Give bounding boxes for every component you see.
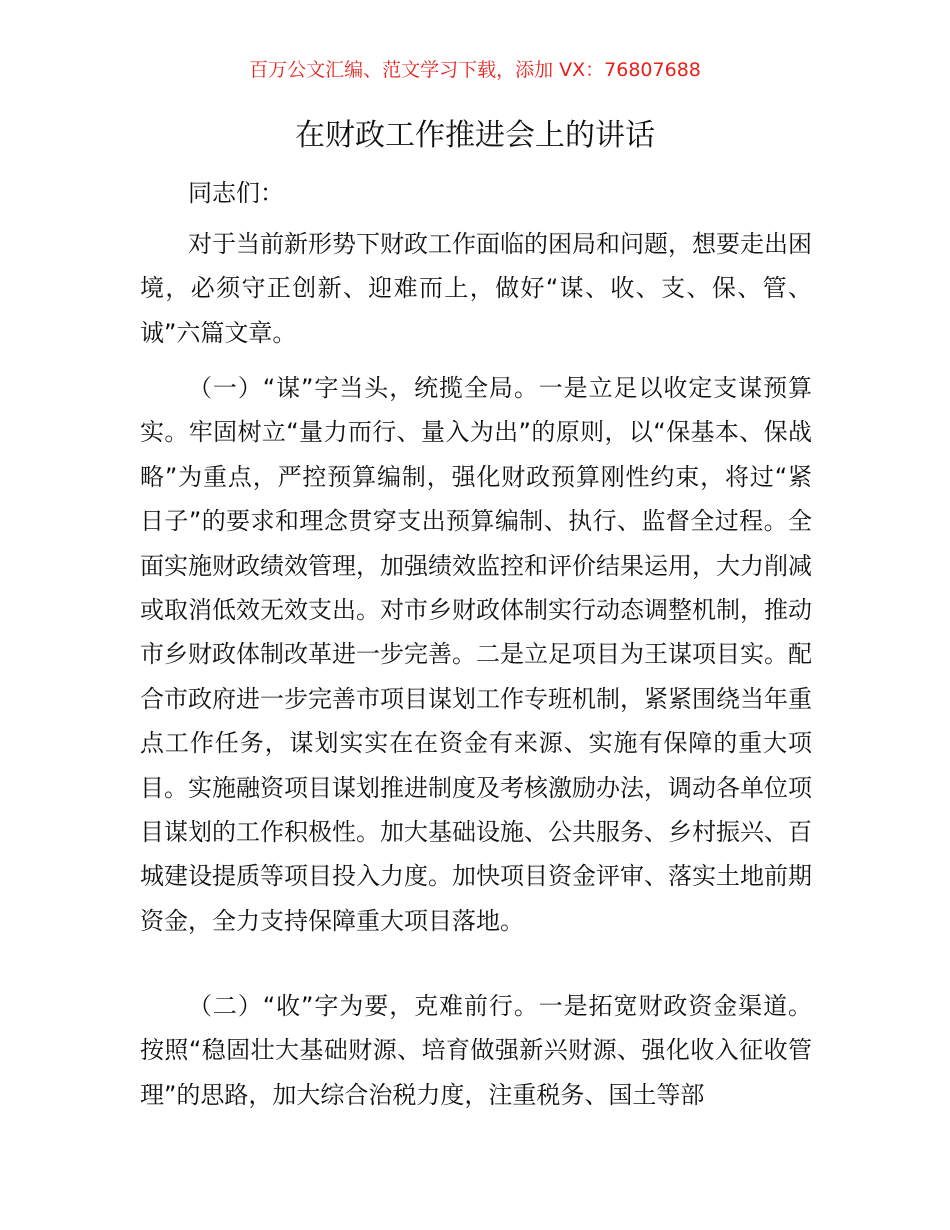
- salutation: 同志们：: [188, 179, 284, 207]
- body-paragraph-section-1: （一）“谋”字当头，统揽全局。一是立足以收定支谋预算实。牢固树立“量力而行、量入为出”的原则，以“保基本、保战略”为重点，严控预算编制，强化财政预算刚性约束，将过“紧日子”的要求和理念贯穿支出预算编制、执行、监督全过程。全面实施财政绩效管理，加强绩效监控和评价结果运用，大力削减或取消低效无效支出。对市乡财政体制实行动态调整机制，推动市乡财政体制改革进一步完善。二是立足项目为王谋项目实。配合市政府进一步完善市项目谋划工作专班机制，紧紧围绕当年重点工作任务，谋划实实在在资金有来源、实施有保障的重大项目。实施融资项目谋划推进制度及考核激励办法，调动各单位项目谋划的工作积极性。加大基础设施、公共服务、乡村振兴、百城建设提质等项目投入力度。加快项目资金评审、落实土地前期资金，全力支持保障重大项目落地。: [140, 374, 812, 935]
- document-title: 在财政工作推进会上的讲话: [295, 118, 655, 153]
- watermark-banner: 百万公文汇编、范文学习下载，添加 VX：76807688: [249, 59, 701, 81]
- body-paragraph-intro: 对于当前新形势下财政工作面临的困局和问题，想要走出困境，必须守正创新、迎难而上，做好“谋、收、支、保、管、诚”六篇文章。: [140, 230, 812, 347]
- body-paragraph-section-2: （二）“收”字为要，克难前行。一是拓宽财政资金渠道。按照“稳固壮大基础财源、培育做强新兴财源、强化收入征收管理”的思路，加大综合治税力度，注重税务、国土等部: [140, 992, 812, 1109]
